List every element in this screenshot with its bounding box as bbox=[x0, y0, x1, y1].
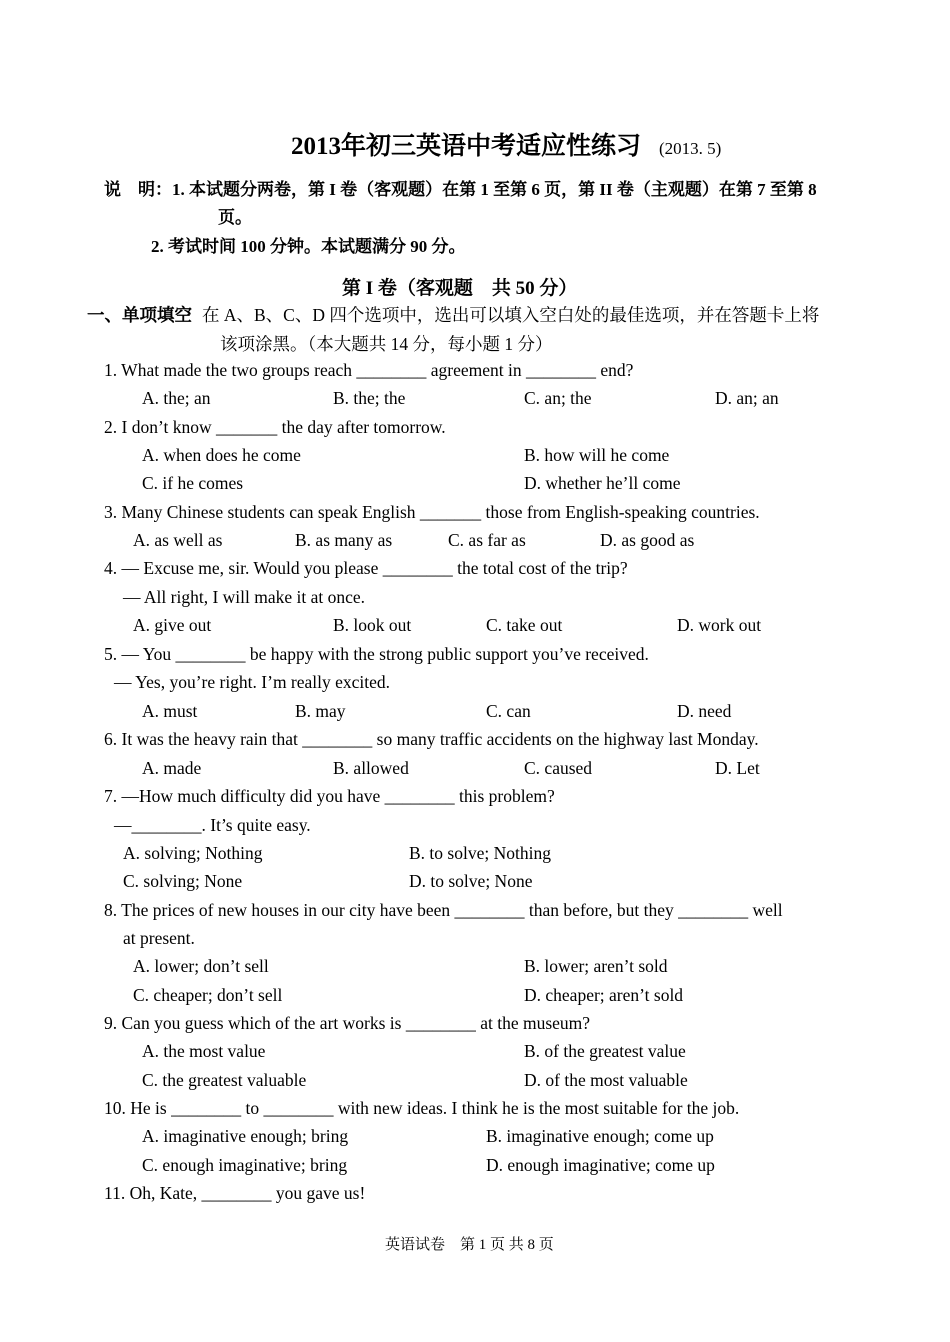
q5-option-b: B. may bbox=[295, 701, 346, 721]
q4-option-a: A. give out bbox=[133, 615, 212, 635]
page-footer: 英语试卷 第 1 页 共 8 页 bbox=[385, 1237, 554, 1253]
q7-option-b: B. to solve; Nothing bbox=[409, 843, 551, 863]
q1-option-b: B. the; the bbox=[333, 388, 406, 408]
q5-option-c: C. can bbox=[486, 701, 531, 721]
q10-stem: 10. He is ________ to ________ with new ideas. I think he is the most suitable for the job. bbox=[104, 1098, 740, 1118]
q6-option-b: B. allowed bbox=[333, 758, 409, 778]
q5-stem-reply: — Yes, you’re right. I’m really excited. bbox=[114, 672, 391, 692]
q1-option-a: A. the; an bbox=[142, 388, 211, 408]
q7-option-d: D. to solve; None bbox=[409, 871, 533, 891]
q10-option-c: C. enough imaginative; bring bbox=[142, 1155, 348, 1175]
q2-option-a: A. when does he come bbox=[142, 445, 301, 465]
q7-stem: 7. —How much difficulty did you have ________ this problem? bbox=[104, 786, 555, 806]
q1-option-c: C. an; the bbox=[524, 388, 592, 408]
section1-instruction-cont: 该项涂黑。（本大题共 14 分，每小题 1 分） bbox=[220, 334, 553, 354]
q4-option-c: C. take out bbox=[486, 615, 563, 635]
q9-option-b: B. of the greatest value bbox=[524, 1041, 686, 1061]
q4-option-b: B. look out bbox=[333, 615, 412, 635]
q7-stem-reply: —________. It’s quite easy. bbox=[114, 815, 311, 835]
q10-option-b: B. imaginative enough; come up bbox=[486, 1126, 714, 1146]
q6-stem: 6. It was the heavy rain that ________ so many traffic accidents on the highway last Monday. bbox=[104, 729, 759, 749]
q2-option-c: C. if he comes bbox=[142, 473, 244, 493]
part1-title: 第 I 卷（客观题 共 50 分） bbox=[342, 278, 578, 299]
title-text: 2013年初三英语中考适应性练习 bbox=[291, 133, 642, 160]
notes-label: 说 明： bbox=[104, 180, 172, 199]
q2-option-b: B. how will he come bbox=[524, 445, 670, 465]
exam-date: (2013. 5) bbox=[659, 139, 722, 158]
q3-option-a: A. as well as bbox=[133, 530, 223, 550]
q2-option-d: D. whether he’ll come bbox=[524, 473, 681, 493]
q5-stem: 5. — You ________ be happy with the strong public support you’ve received. bbox=[104, 644, 649, 664]
notes-text-1: 1. 本试题分两卷，第 I 卷（客观题）在第 1 至第 6 页，第 II 卷（主观题）在第 7 至第 8 bbox=[172, 180, 817, 199]
q1-option-d: D. an; an bbox=[715, 388, 779, 408]
q5-option-d: D. need bbox=[677, 701, 732, 721]
q5-option-a: A. must bbox=[142, 701, 198, 721]
section1-header bbox=[87, 302, 819, 327]
q9-option-c: C. the greatest valuable bbox=[142, 1070, 307, 1090]
q3-option-c: C. as far as bbox=[448, 530, 526, 550]
q4-stem-reply: — All right, I will make it at once. bbox=[123, 587, 366, 607]
q6-option-c: C. caused bbox=[524, 758, 593, 778]
notes-line2: 2. 考试时间 100 分钟。本试题满分 90 分。 bbox=[151, 237, 466, 256]
q6-option-a: A. made bbox=[142, 758, 202, 778]
q9-option-a: A. the most value bbox=[142, 1041, 266, 1061]
q10-option-a: A. imaginative enough; bring bbox=[142, 1126, 349, 1146]
q7-option-a: A. solving; Nothing bbox=[123, 843, 263, 863]
q3-option-d: D. as good as bbox=[600, 530, 695, 550]
q3-option-b: B. as many as bbox=[295, 530, 393, 550]
q10-option-d: D. enough imaginative; come up bbox=[486, 1155, 715, 1175]
q8-stem-cont: at present. bbox=[123, 928, 195, 948]
q8-stem: 8. The prices of new houses in our city have been ________ than before, but they ________ well bbox=[104, 900, 783, 920]
q9-option-d: D. of the most valuable bbox=[524, 1070, 688, 1090]
q4-stem: 4. — Excuse me, sir. Would you please ________ the total cost of the trip? bbox=[104, 558, 628, 578]
q8-option-b: B. lower; aren’t sold bbox=[524, 956, 668, 976]
q6-option-d: D. Let bbox=[715, 758, 760, 778]
section1-instruction: 在 A、B、C、D 四个选项中，选出可以填入空白处的最佳选项，并在答题卡上将 bbox=[202, 305, 820, 325]
q2-stem: 2. I don’t know _______ the day after tomorrow. bbox=[104, 417, 446, 437]
q8-option-a: A. lower; don’t sell bbox=[133, 956, 269, 976]
q8-option-c: C. cheaper; don’t sell bbox=[133, 985, 283, 1005]
q9-stem: 9. Can you guess which of the art works is ________ at the museum? bbox=[104, 1013, 591, 1033]
q11-stem: 11. Oh, Kate, ________ you gave us! bbox=[104, 1183, 366, 1203]
notes-line1 bbox=[104, 175, 817, 200]
q3-stem: 3. Many Chinese students can speak English _______ those from English-speaking countries. bbox=[104, 502, 760, 522]
q1-stem: 1. What made the two groups reach ________ agreement in ________ end? bbox=[104, 360, 634, 380]
section1-label: 一、单项填空 bbox=[87, 305, 192, 325]
q4-option-d: D. work out bbox=[677, 615, 762, 635]
q8-option-d: D. cheaper; aren’t sold bbox=[524, 985, 684, 1005]
q7-option-c: C. solving; None bbox=[123, 871, 243, 891]
exam-title bbox=[291, 126, 721, 162]
notes-line1-cont: 页。 bbox=[218, 208, 252, 227]
